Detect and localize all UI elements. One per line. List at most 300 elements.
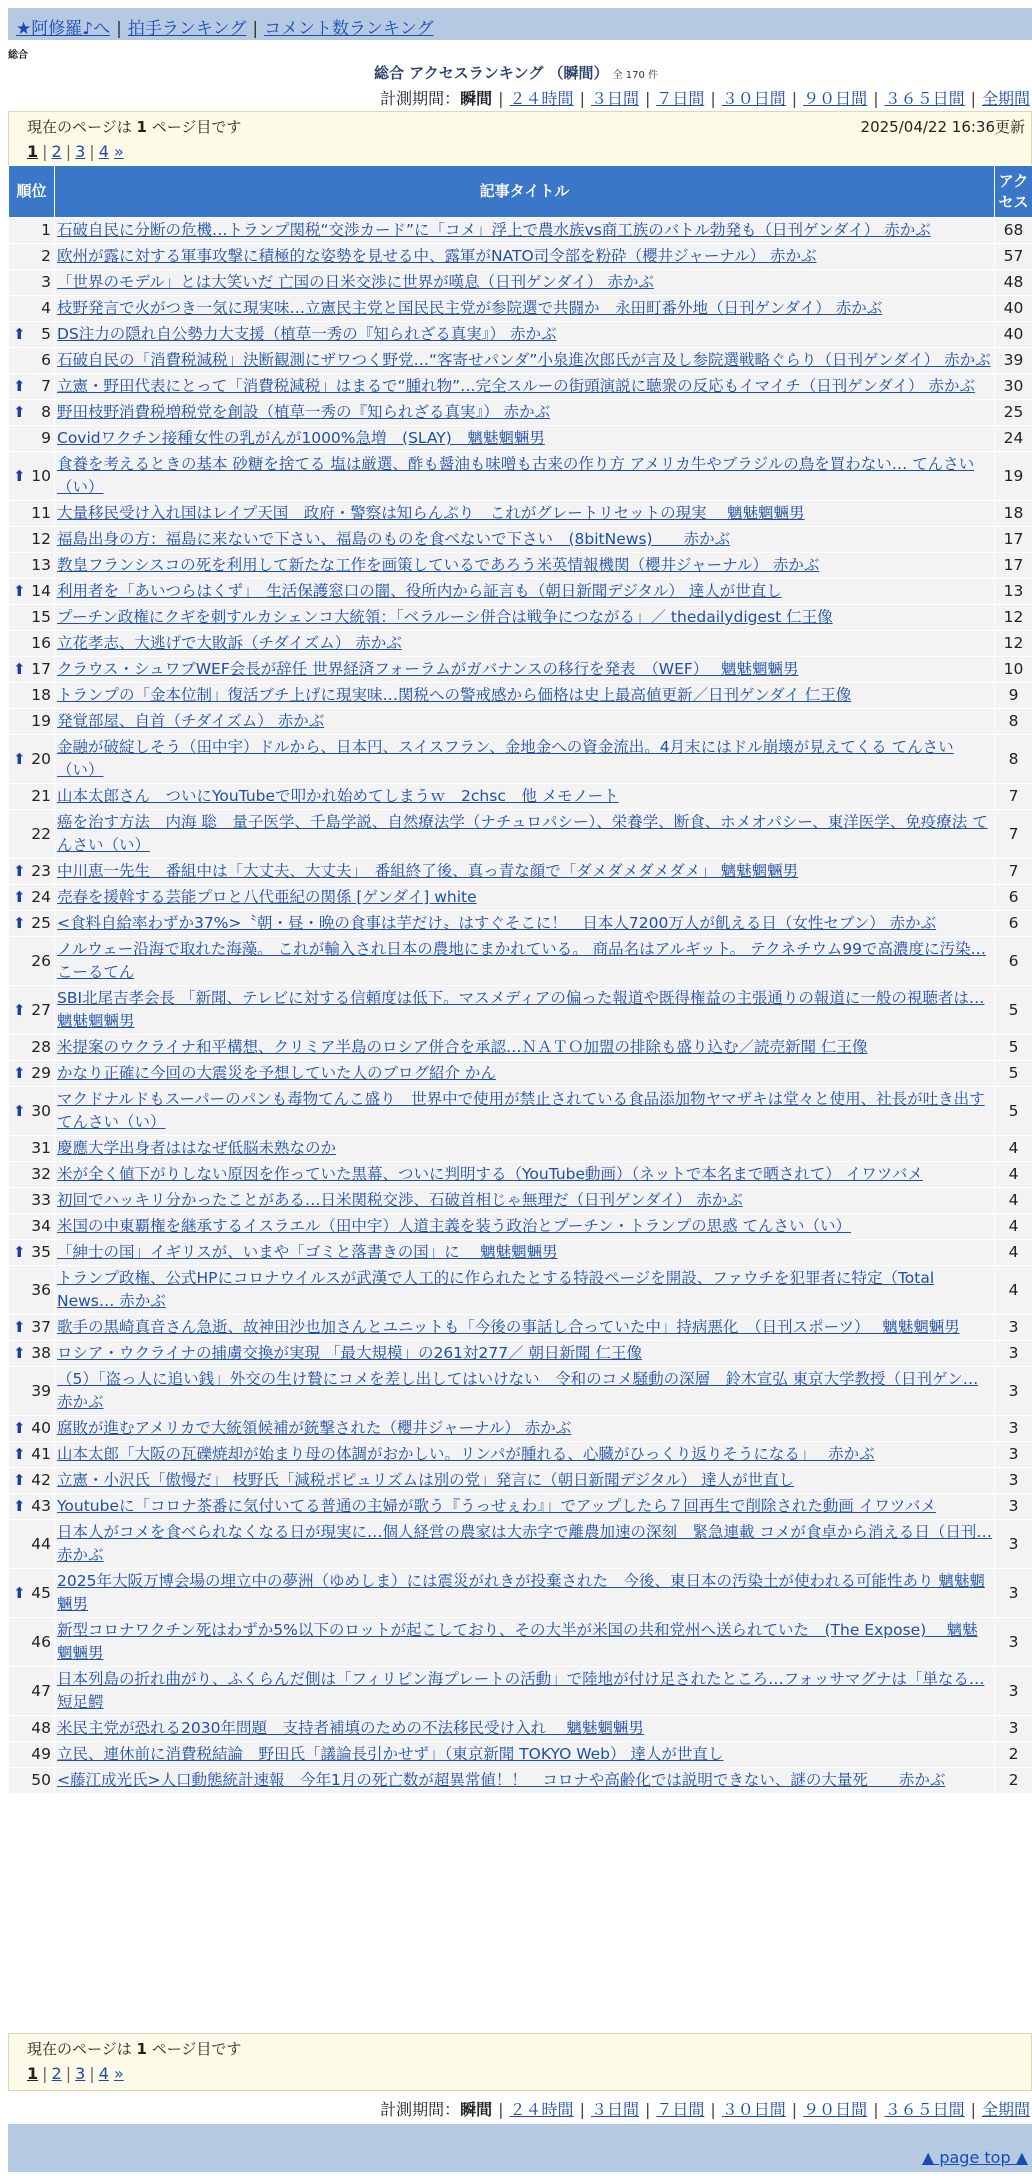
access-count: 4 bbox=[995, 1240, 1032, 1266]
article-link[interactable]: 立花孝志、大逃げで大敗訴（チダイズム） 赤かぶ bbox=[57, 634, 402, 652]
period-separator: | bbox=[970, 89, 976, 108]
rank-cell bbox=[9, 400, 55, 426]
page-separator: | bbox=[89, 142, 95, 161]
access-count: 3 bbox=[995, 1520, 1032, 1569]
current-page-prefix: 現在のページは bbox=[27, 2040, 132, 2058]
page-title-text: 総合 アクセスランキング （瞬間） bbox=[374, 64, 609, 82]
current-page-suffix: ページ目です bbox=[151, 2040, 242, 2058]
title-cell bbox=[55, 605, 995, 631]
access-count: 19 bbox=[995, 452, 1032, 501]
table-row bbox=[9, 553, 1032, 579]
article-link[interactable]: 歌手の黒崎真音さん急逝、故神田沙也加さんとユニットも「今後の事話し合っていた中」持病悪化 （日刊スポーツ） 魑魅魍魎男 bbox=[57, 1318, 960, 1336]
rank-cell bbox=[9, 1162, 55, 1188]
title-cell bbox=[55, 1240, 995, 1266]
title-cell bbox=[55, 501, 995, 527]
article-link[interactable]: 立憲・小沢氏「傲慢だ」 枝野氏「減税ポピュリズムは別の党」発言に（朝日新聞デジタル） 達人が世直し bbox=[57, 1471, 795, 1489]
rank-cell bbox=[9, 218, 55, 244]
article-link[interactable]: 食養を考えるときの基本 砂糖を捨てる 塩は厳選、酢も醤油も味噌も古来の作り方 アメリカ牛やブラジルの鳥を買わない… てんさい（い） bbox=[57, 455, 975, 496]
article-link[interactable]: ノルウェー沿海で取れた海藻。 これが輸入され日本の農地にまかれている。 商品名はアルギット。 テクネチウム99で高濃度に汚染… こーるてん bbox=[57, 940, 987, 981]
period-separator: | bbox=[791, 89, 798, 108]
access-count: 25 bbox=[995, 400, 1032, 426]
rank-up-icon: ⬆ bbox=[13, 1000, 26, 1019]
rank-number: 49 bbox=[31, 1745, 51, 1763]
access-count: 6 bbox=[995, 937, 1032, 986]
period-separator: | bbox=[970, 2100, 976, 2119]
period-link[interactable]: ２４時間 bbox=[509, 2100, 574, 2119]
table-row bbox=[9, 501, 1032, 527]
page-separator: | bbox=[42, 2064, 48, 2083]
period-link[interactable]: ７日間 bbox=[656, 2100, 705, 2119]
rank-number: 40 bbox=[31, 1419, 51, 1437]
page-link[interactable]: 3 bbox=[75, 142, 86, 161]
access-count: 18 bbox=[995, 501, 1032, 527]
title-cell bbox=[55, 527, 995, 553]
period-link[interactable]: ９０日間 bbox=[803, 2100, 868, 2119]
table-row bbox=[9, 1035, 1032, 1061]
table-row bbox=[9, 1442, 1032, 1468]
article-link[interactable]: （5）「盗っ人に追い銭」外交の生け贄にコメを差し出してはいけない 令和のコメ騒動の深層 鈴木宣弘 東京大学教授（日刊ゲン… 赤かぶ bbox=[57, 1370, 979, 1411]
article-link[interactable]: 福島出身の方：福島に来ないで下さい、福島のものを食べないで下さい (8bitNews) 赤かぶ bbox=[57, 530, 731, 548]
period-separator: | bbox=[644, 2100, 651, 2119]
table-row bbox=[9, 735, 1032, 784]
table-row bbox=[9, 631, 1032, 657]
rank-cell bbox=[9, 579, 55, 605]
item-count: 全 170 件 bbox=[612, 70, 658, 81]
table-row bbox=[9, 937, 1032, 986]
period-link[interactable]: ３日間 bbox=[590, 2100, 639, 2119]
rank-number: 47 bbox=[31, 1681, 51, 1700]
rank-cell bbox=[9, 1188, 55, 1214]
page-link[interactable]: 1 bbox=[27, 142, 39, 161]
rank-number: 44 bbox=[31, 1534, 51, 1553]
rank-cell bbox=[9, 270, 55, 296]
access-count: 2 bbox=[995, 1768, 1032, 1794]
rank-number: 48 bbox=[31, 1719, 51, 1737]
rank-cell bbox=[9, 1136, 55, 1162]
period-separator: | bbox=[579, 2100, 585, 2119]
table-row bbox=[9, 400, 1032, 426]
rank-cell bbox=[9, 1315, 55, 1341]
rank-number: 5 bbox=[41, 325, 51, 343]
rank-cell bbox=[9, 553, 55, 579]
rank-cell bbox=[9, 1061, 55, 1087]
article-link[interactable]: クラウス・シュワブWEF会長が辞任 世界経済フォーラムがガバナンスの移行を発表 （WEF） 魑魅魍魎男 bbox=[57, 660, 799, 678]
table-row bbox=[9, 709, 1032, 735]
article-link[interactable]: 2025年大阪万博会場の埋立中の夢洲（ゆめしま）には震災がれきが投棄された 今後、東日本の汚染土が使われる可能性あり 魑魅魍魎男 bbox=[57, 1572, 985, 1613]
table-row bbox=[9, 1416, 1032, 1442]
rank-cell bbox=[9, 1214, 55, 1240]
article-link[interactable]: <食料自給率わずか37%>〝朝・昼・晩の食事は芋だけ〟はすぐそこに！ 日本人7200万人が飢える日（女性セブン） 赤かぶ bbox=[57, 914, 937, 932]
rank-cell bbox=[9, 1240, 55, 1266]
page-link[interactable]: 1 bbox=[27, 2064, 39, 2083]
table-row bbox=[9, 1367, 1032, 1416]
period-link[interactable]: 全期間 bbox=[981, 89, 1030, 108]
title-cell bbox=[55, 631, 995, 657]
article-link[interactable]: 米国の中東覇権を継承するイスラエル（田中宇）人道主義を装う政治とプーチン・トランプの思惑 てんさい（い） bbox=[57, 1217, 852, 1235]
article-link[interactable]: 野田枝野消費税増税党を創設（植草一秀の『知られざる真実』） 赤かぶ bbox=[57, 403, 551, 421]
rank-cell bbox=[9, 1520, 55, 1569]
period-label: 計測期間： bbox=[380, 89, 461, 108]
article-link[interactable]: 慶應大学出身者ははなぜ低脳未熟なのか bbox=[57, 1139, 337, 1157]
article-link[interactable]: 新型コロナワクチン死はわずか5%以下のロットが起こしており、その大半が米国の共和党州へ送られていた (The Expose) 魑魅魍魎男 bbox=[57, 1621, 978, 1662]
access-count: 40 bbox=[995, 322, 1032, 348]
rank-number: 8 bbox=[41, 403, 51, 421]
access-count: 57 bbox=[995, 244, 1032, 270]
rank-cell bbox=[9, 501, 55, 527]
table-row bbox=[9, 1520, 1032, 1569]
title-cell bbox=[55, 1266, 995, 1315]
table-row bbox=[9, 579, 1032, 605]
access-count: 24 bbox=[995, 426, 1032, 452]
article-link[interactable]: 日本人がコメを食べられなくなる日が現実に…個人経営の農家は大赤字で離農加速の深刻 緊急連載 コメが食卓から消える日（日刊… 赤かぶ bbox=[57, 1523, 992, 1564]
access-count: 3 bbox=[995, 1315, 1032, 1341]
page-separator: | bbox=[65, 142, 72, 161]
article-link[interactable]: <藤江成光氏>人口動態統計速報 今年1月の死亡数が超異常値！！ コロナや高齢化では説明できない、謎の大量死 赤かぶ bbox=[57, 1771, 946, 1789]
article-link[interactable]: トランプ政権、公式HPにコロナウイルスが武漢で人工的に作られたとする特設ページを開設、ファウチを犯罪者に特定（Total News… 赤かぶ bbox=[57, 1269, 935, 1310]
article-link[interactable]: ロシア・ウクライナの捕虜交換が実現 「最大規模」の261対277／ 朝日新聞 仁王像 bbox=[57, 1344, 642, 1362]
access-count: 8 bbox=[995, 709, 1032, 735]
rank-number: 4 bbox=[41, 299, 51, 317]
article-link[interactable]: 初回でハッキリ分かったことがある…日米関税交渉、石破首相じゃ無理だ（日刊ゲンダイ） 赤かぶ bbox=[57, 1191, 743, 1209]
table-row bbox=[9, 452, 1032, 501]
article-link[interactable]: プーチン政権にクギを刺すルカシェンコ大統領：「ベラルーシ併合は戦争につながる」／ thedailydigest 仁王像 bbox=[57, 608, 833, 626]
title-cell bbox=[55, 322, 995, 348]
page-top-link[interactable]: ▲ page top ▲ bbox=[921, 2148, 1028, 2167]
access-count: 68 bbox=[995, 218, 1032, 244]
table-row bbox=[9, 810, 1032, 859]
access-count: 12 bbox=[995, 605, 1032, 631]
title-cell bbox=[55, 1188, 995, 1214]
rank-cell bbox=[9, 986, 55, 1035]
title-cell bbox=[55, 937, 995, 986]
table-row bbox=[9, 986, 1032, 1035]
article-link[interactable]: 利用者を「あいつらはくず」 生活保護窓口の闇、役所内から証言も（朝日新聞デジタル） 達人が世直し bbox=[57, 582, 782, 600]
article-link[interactable]: 米民主党が恐れる2030年問題 支持者補填のための不法移民受け入れ 魑魅魍魎男 bbox=[57, 1719, 644, 1737]
article-link[interactable]: 日本列島の折れ曲がり、ふくらんだ側は「フィリピン海プレートの活動」で陸地が付け足されたところ…フォッサマグナは「単なる… 短足鰐 bbox=[57, 1670, 985, 1711]
rank-number: 43 bbox=[31, 1497, 51, 1515]
access-count: 48 bbox=[995, 270, 1032, 296]
rank-number: 35 bbox=[31, 1243, 51, 1261]
rank-number: 26 bbox=[31, 951, 51, 970]
rank-cell bbox=[9, 296, 55, 322]
period-separator: | bbox=[710, 2100, 716, 2119]
header-rank: 順位 bbox=[9, 166, 55, 218]
rank-number: 29 bbox=[31, 1064, 51, 1082]
table-row bbox=[9, 1494, 1032, 1520]
access-count: 8 bbox=[995, 735, 1032, 784]
rank-up-icon: ⬆ bbox=[13, 403, 26, 421]
article-link[interactable]: 山本太郎「大阪の瓦礫焼却が始まり母の体調がおかしい。リンパが腫れる、心臓がひっくり返りそうになる」 赤かぶ bbox=[57, 1445, 875, 1463]
page-link[interactable]: 4 bbox=[98, 142, 109, 161]
rank-number: 41 bbox=[31, 1445, 51, 1463]
rank-cell bbox=[9, 1742, 55, 1768]
table-row bbox=[9, 1341, 1032, 1367]
pager-bottom bbox=[8, 2033, 1032, 2091]
rank-cell bbox=[9, 1442, 55, 1468]
rank-number: 50 bbox=[31, 1771, 51, 1789]
rank-number: 9 bbox=[41, 429, 51, 447]
title-cell bbox=[55, 1341, 995, 1367]
top-nav bbox=[8, 8, 1032, 40]
title-cell bbox=[55, 1468, 995, 1494]
current-page-text bbox=[27, 116, 241, 137]
title-cell bbox=[55, 1061, 995, 1087]
access-count: 3 bbox=[995, 1442, 1032, 1468]
access-count: 3 bbox=[995, 1618, 1032, 1667]
table-row bbox=[9, 1618, 1032, 1667]
title-cell bbox=[55, 1742, 995, 1768]
header-title: 記事タイトル bbox=[55, 166, 995, 218]
period-current: 瞬間 bbox=[460, 89, 493, 108]
rank-number: 18 bbox=[31, 686, 51, 704]
current-page-number: 1 bbox=[136, 2040, 147, 2058]
article-link[interactable]: 発覚部屋、自首（チダイズム） 赤かぶ bbox=[57, 712, 325, 730]
current-page-suffix: ページ目です bbox=[151, 118, 242, 136]
table-row bbox=[9, 1087, 1032, 1136]
title-cell bbox=[55, 1035, 995, 1061]
rank-up-icon: ⬆ bbox=[13, 1344, 26, 1362]
article-link[interactable]: 石破自民の「消費税減税」決断観測にザワつく野党…“客寄せパンダ”小泉進次郎氏が言及し参院選戦略ぐらり（日刊ゲンダイ） 赤かぶ bbox=[57, 351, 991, 369]
period-label: 計測期間： bbox=[380, 2100, 461, 2119]
title-cell bbox=[55, 579, 995, 605]
table-row bbox=[9, 270, 1032, 296]
rank-cell bbox=[9, 1416, 55, 1442]
rank-cell bbox=[9, 527, 55, 553]
page-title bbox=[0, 62, 1032, 83]
page-link[interactable]: 2 bbox=[51, 142, 62, 161]
title-cell bbox=[55, 911, 995, 937]
rank-number: 19 bbox=[31, 712, 51, 730]
title-cell bbox=[55, 553, 995, 579]
rank-cell bbox=[9, 735, 55, 784]
access-count: 5 bbox=[995, 1061, 1032, 1087]
period-separator: | bbox=[579, 89, 585, 108]
rank-cell bbox=[9, 784, 55, 810]
title-cell bbox=[55, 1520, 995, 1569]
table-row bbox=[9, 1468, 1032, 1494]
title-cell bbox=[55, 270, 995, 296]
rank-up-icon: ⬆ bbox=[13, 1445, 26, 1463]
access-count: 13 bbox=[995, 579, 1032, 605]
article-link[interactable]: 大量移民受け入れ国はレイプ天国 政府・警察は知らんぷり これがグレートリセットの現実 魑魅魍魎男 bbox=[57, 504, 805, 522]
rank-cell bbox=[9, 911, 55, 937]
updated-timestamp: 2025/04/22 16:36更新 bbox=[860, 118, 1025, 136]
period-separator: | bbox=[791, 2100, 798, 2119]
page-link[interactable]: 4 bbox=[98, 2064, 109, 2083]
period-link[interactable]: ３６５日間 bbox=[884, 89, 965, 108]
period-separator: | bbox=[498, 2100, 504, 2119]
rank-cell bbox=[9, 885, 55, 911]
table-row bbox=[9, 1667, 1032, 1716]
article-link[interactable]: 「世界のモデル」とは大笑いだ 亡国の日米交渉に世界が嘆息（日刊ゲンダイ） 赤かぶ bbox=[57, 273, 654, 291]
period-selector bbox=[380, 86, 1030, 109]
article-link[interactable]: 山本太郎さん ついにYouTubeで叩かれ始めてしまうｗ 2chsc 他 メモノート bbox=[57, 787, 619, 805]
table-row bbox=[9, 1716, 1032, 1742]
article-link[interactable]: Covidワクチン接種女性の乳がんが1000%急増 (SLAY) 魑魅魍魎男 bbox=[57, 429, 545, 447]
table-row bbox=[9, 374, 1032, 400]
rank-up-icon: ⬆ bbox=[13, 1419, 26, 1437]
rank-cell bbox=[9, 937, 55, 986]
current-page-prefix: 現在のページは bbox=[27, 118, 132, 136]
title-cell bbox=[55, 709, 995, 735]
table-row bbox=[9, 296, 1032, 322]
access-count: 5 bbox=[995, 1035, 1032, 1061]
access-count: 30 bbox=[995, 374, 1032, 400]
period-link[interactable]: ３０日間 bbox=[721, 89, 786, 108]
access-count: 40 bbox=[995, 296, 1032, 322]
nav-separator: | bbox=[252, 19, 259, 39]
article-link[interactable]: かなり正確に今回の大震災を予想していた人のブログ紹介 かん bbox=[57, 1064, 496, 1082]
page-links bbox=[27, 142, 124, 161]
article-link[interactable]: 金融が破綻しそう（田中宇）ドルから、日本円、スイスフラン、金地金への資金流出。4月末にはドル崩壊が見えてくる てんさい（い） bbox=[57, 738, 954, 779]
article-link[interactable]: 「紳士の国」イギリスが、いまや「ゴミと落書きの国」に 魑魅魍魎男 bbox=[57, 1243, 558, 1261]
rank-cell bbox=[9, 1768, 55, 1794]
table-row bbox=[9, 322, 1032, 348]
page-separator: | bbox=[89, 2064, 95, 2083]
rank-number: 12 bbox=[31, 530, 51, 548]
nav-separator: | bbox=[116, 19, 122, 39]
rank-cell bbox=[9, 1468, 55, 1494]
rank-up-icon: ⬆ bbox=[13, 1497, 26, 1515]
rank-up-icon: ⬆ bbox=[13, 582, 26, 600]
rank-number: 6 bbox=[41, 351, 51, 369]
rank-cell bbox=[9, 1035, 55, 1061]
rank-up-icon: ⬆ bbox=[13, 377, 26, 395]
period-link[interactable]: ２４時間 bbox=[509, 89, 574, 108]
article-link[interactable]: 立憲・野田代表にとって「消費税減税」はまるで“腫れ物”…完全スルーの街頭演説に聴衆の反応もイマイチ（日刊ゲンダイ） 赤かぶ bbox=[57, 377, 975, 395]
period-link[interactable]: ３６５日間 bbox=[884, 2100, 965, 2119]
rank-number: 11 bbox=[31, 504, 51, 522]
article-link[interactable]: マクドナルドもスーパーのパンも毒物てんこ盛り 世界中で使用が禁止されている食品添加物ヤマザキは堂々と使用、社長が吐き出す てんさい（い） bbox=[57, 1090, 985, 1131]
rank-number: 7 bbox=[41, 377, 51, 395]
table-row bbox=[9, 1742, 1032, 1768]
title-cell bbox=[55, 1214, 995, 1240]
article-link[interactable]: トランプの「金本位制」復活ブチ上げに現実味…関税への警戒感から価格は史上最高値更新／日刊ゲンダイ 仁王像 bbox=[57, 686, 852, 704]
period-separator: | bbox=[873, 89, 879, 108]
rank-cell bbox=[9, 374, 55, 400]
rank-number: 31 bbox=[31, 1139, 51, 1157]
rank-up-icon: ⬆ bbox=[13, 1471, 26, 1489]
title-cell bbox=[55, 374, 995, 400]
rank-cell bbox=[9, 1716, 55, 1742]
rank-number: 28 bbox=[31, 1038, 51, 1056]
title-cell bbox=[55, 1367, 995, 1416]
rank-cell bbox=[9, 1618, 55, 1667]
rank-cell bbox=[9, 348, 55, 374]
table-row bbox=[9, 1214, 1032, 1240]
table-row bbox=[9, 1315, 1032, 1341]
title-cell bbox=[55, 1416, 995, 1442]
article-link[interactable]: 売春を援斡する芸能プロと八代亜紀の関係 [ゲンダイ] white bbox=[57, 888, 477, 906]
rank-cell bbox=[9, 810, 55, 859]
access-count: 4 bbox=[995, 1162, 1032, 1188]
period-separator: | bbox=[498, 89, 504, 108]
article-link[interactable]: 癌を治す方法 内海 聡 量子医学、千島学説、自然療法学（ナチュロパシー）、栄養学、断食、ホメオパシー、東洋医学、免疫療法 てんさい（い） bbox=[57, 813, 988, 854]
page-link[interactable]: 3 bbox=[75, 2064, 86, 2083]
rank-cell bbox=[9, 1087, 55, 1136]
rank-cell bbox=[9, 631, 55, 657]
rank-cell bbox=[9, 657, 55, 683]
title-cell bbox=[55, 810, 995, 859]
period-link[interactable]: ３日間 bbox=[590, 89, 639, 108]
page-link[interactable]: 2 bbox=[51, 2064, 62, 2083]
access-count: 4 bbox=[995, 1266, 1032, 1315]
access-count: 3 bbox=[995, 1468, 1032, 1494]
ranking-table bbox=[8, 165, 1032, 1794]
article-link[interactable]: 立民、連休前に消費税結論 野田氏「議論長引かせず」（東京新聞 TOKYO Web） 達人が世直し bbox=[57, 1745, 724, 1763]
rank-number: 13 bbox=[31, 556, 51, 574]
title-cell bbox=[55, 348, 995, 374]
rank-up-icon: ⬆ bbox=[13, 1064, 26, 1082]
period-selector-bottom bbox=[380, 2097, 1030, 2120]
article-link[interactable]: DS注力の隠れ自公勢力大支援（植草一秀の『知られざる真実』） 赤かぶ bbox=[57, 325, 557, 343]
next-page-link[interactable]: » bbox=[113, 142, 124, 161]
table-row bbox=[9, 426, 1032, 452]
title-cell bbox=[55, 244, 995, 270]
header-access: アクセス bbox=[995, 166, 1032, 218]
period-separator: | bbox=[710, 89, 716, 108]
comment-ranking-link[interactable]: コメント数ランキング bbox=[264, 19, 434, 39]
rank-up-icon: ⬆ bbox=[13, 325, 26, 343]
title-cell bbox=[55, 452, 995, 501]
article-link[interactable]: 米提案のウクライナ和平構想、クリミア半島のロシア併合を承認…ＮＡＴＯ加盟の排除も盛り込む／読売新聞 仁王像 bbox=[57, 1038, 868, 1056]
title-cell bbox=[55, 735, 995, 784]
article-link[interactable]: 腐敗が進むアメリカで大統領候補が銃撃された（櫻井ジャーナル） 赤かぶ bbox=[57, 1419, 572, 1437]
rank-cell bbox=[9, 709, 55, 735]
article-link[interactable]: 石破自民に分断の危機…トランプ関税“交渉カード”に「コメ」浮上で農水族vs商工族のバトル勃発も（日刊ゲンダイ） 赤かぶ bbox=[57, 221, 931, 239]
access-count: 7 bbox=[995, 810, 1032, 859]
access-count: 4 bbox=[995, 1214, 1032, 1240]
article-link[interactable]: SBI北尾吉孝会長 「新聞、テレビに対する信頼度は低下。マスメディアの偏った報道や既得権益の主張通りの報道に一般の視聴者は… 魑魅魍魎男 bbox=[57, 989, 985, 1030]
pager-top bbox=[8, 111, 1032, 169]
rank-up-icon: ⬆ bbox=[13, 888, 26, 906]
table-row bbox=[9, 657, 1032, 683]
article-link[interactable]: 教皇フランシスコの死を利用して新たな工作を画策しているであろう米英情報機関（櫻井ジャーナル） 赤かぶ bbox=[57, 556, 820, 574]
table-header-row bbox=[9, 166, 1032, 218]
title-cell bbox=[55, 1162, 995, 1188]
period-separator: | bbox=[873, 2100, 879, 2119]
home-link[interactable]: ★阿修羅♪へ bbox=[16, 19, 111, 39]
rank-cell bbox=[9, 426, 55, 452]
category-label: 総合 bbox=[8, 50, 28, 61]
period-link[interactable]: ７日間 bbox=[656, 89, 705, 108]
rank-cell bbox=[9, 1266, 55, 1315]
title-cell bbox=[55, 400, 995, 426]
rank-number: 10 bbox=[31, 466, 51, 485]
article-link[interactable]: 欧州が露に対する軍事攻撃に積極的な姿勢を見せる中、露軍がNATO司令部を粉砕（櫻井ジャーナル） 赤かぶ bbox=[57, 247, 817, 265]
period-link[interactable]: 全期間 bbox=[981, 2100, 1030, 2119]
title-cell bbox=[55, 1136, 995, 1162]
title-cell bbox=[55, 1667, 995, 1716]
rank-number: 21 bbox=[31, 787, 51, 805]
access-count: 7 bbox=[995, 859, 1032, 885]
rank-number: 32 bbox=[31, 1165, 51, 1183]
article-link[interactable]: Youtubeに「コロナ茶番に気付いてる普通の主婦が歌う『うっせぇわ』」でアップしたら７回再生で削除された動画 イワツバメ bbox=[57, 1497, 936, 1515]
clap-ranking-link[interactable]: 拍手ランキング bbox=[127, 19, 247, 39]
period-link[interactable]: ３０日間 bbox=[721, 2100, 786, 2119]
next-page-link[interactable]: » bbox=[113, 2064, 124, 2083]
title-cell bbox=[55, 1494, 995, 1520]
period-link[interactable]: ９０日間 bbox=[803, 89, 868, 108]
article-link[interactable]: 枝野発言で火がつき一気に現実味…立憲民主党と国民民主党が参院選で共闘か 永田町番外地（日刊ゲンダイ） 赤かぶ bbox=[57, 299, 883, 317]
access-count: 5 bbox=[995, 986, 1032, 1035]
access-count: 7 bbox=[995, 784, 1032, 810]
article-link[interactable]: 中川恵一先生 番組中は「大丈夫、大丈夫」 番組終了後、真っ青な顔で「ダメダメダメダメ」 魑魅魍魎男 bbox=[57, 862, 799, 880]
table-row bbox=[9, 1061, 1032, 1087]
access-count: 3 bbox=[995, 1341, 1032, 1367]
article-link[interactable]: 米が全く値下がりしない原因を作っていた黒幕、ついに判明する（YouTube動画）（ネットで本名まで晒されて） イワツバメ bbox=[57, 1165, 923, 1183]
rank-number: 24 bbox=[31, 888, 51, 906]
